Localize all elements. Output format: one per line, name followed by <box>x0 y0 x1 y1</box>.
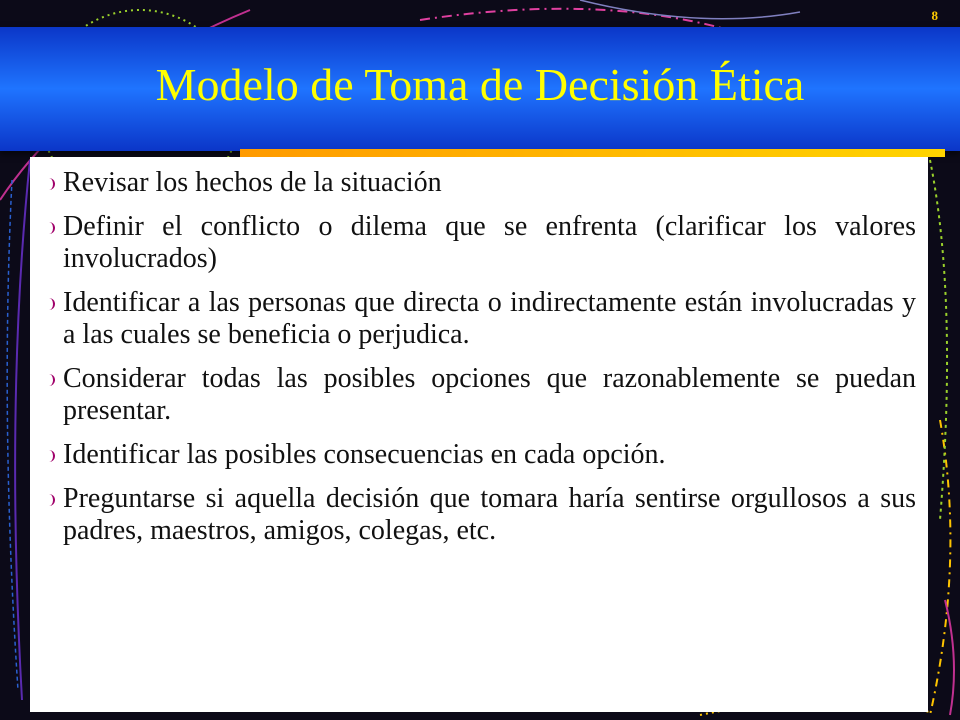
bullet-text: Definir el conflicto o dilema que se enfrenta (clarificar los valores involucrados) <box>63 211 916 274</box>
hollow-circle-bullet-icon <box>42 222 55 234</box>
bullet-text: Considerar todas las posibles opciones que razonablemente se puedan presentar. <box>63 363 916 426</box>
bullet-text: Identificar a las personas que directa o indirectamente están involucradas y a las cuales se beneficia o perjudica. <box>63 287 916 350</box>
hollow-circle-bullet-icon <box>42 298 55 310</box>
slide-number: 8 <box>931 8 938 23</box>
bullet-item <box>50 211 916 275</box>
bullet-text: Preguntarse si aquella decisión que tomara haría sentirse orgullosos a sus padres, maestros, amigos, colegas, etc. <box>63 483 916 546</box>
bullet-text: Revisar los hechos de la situación <box>63 167 442 198</box>
slide-title: Modelo de Toma de Decisión Ética <box>155 59 805 110</box>
bullet-text: Identificar las posibles consecuencias en cada opción. <box>63 439 666 470</box>
bullet-item <box>50 167 916 199</box>
hollow-circle-bullet-icon <box>42 450 55 462</box>
hollow-circle-bullet-icon <box>42 494 55 506</box>
bullet-item <box>50 287 916 351</box>
bullet-item <box>50 483 916 547</box>
bullet-item <box>50 439 916 471</box>
hollow-circle-bullet-icon <box>42 374 55 386</box>
bullet-item <box>50 363 916 427</box>
content-panel <box>30 157 928 712</box>
bullet-list <box>30 157 928 547</box>
hollow-circle-bullet-icon <box>42 178 55 190</box>
title-accent-line <box>240 149 945 157</box>
